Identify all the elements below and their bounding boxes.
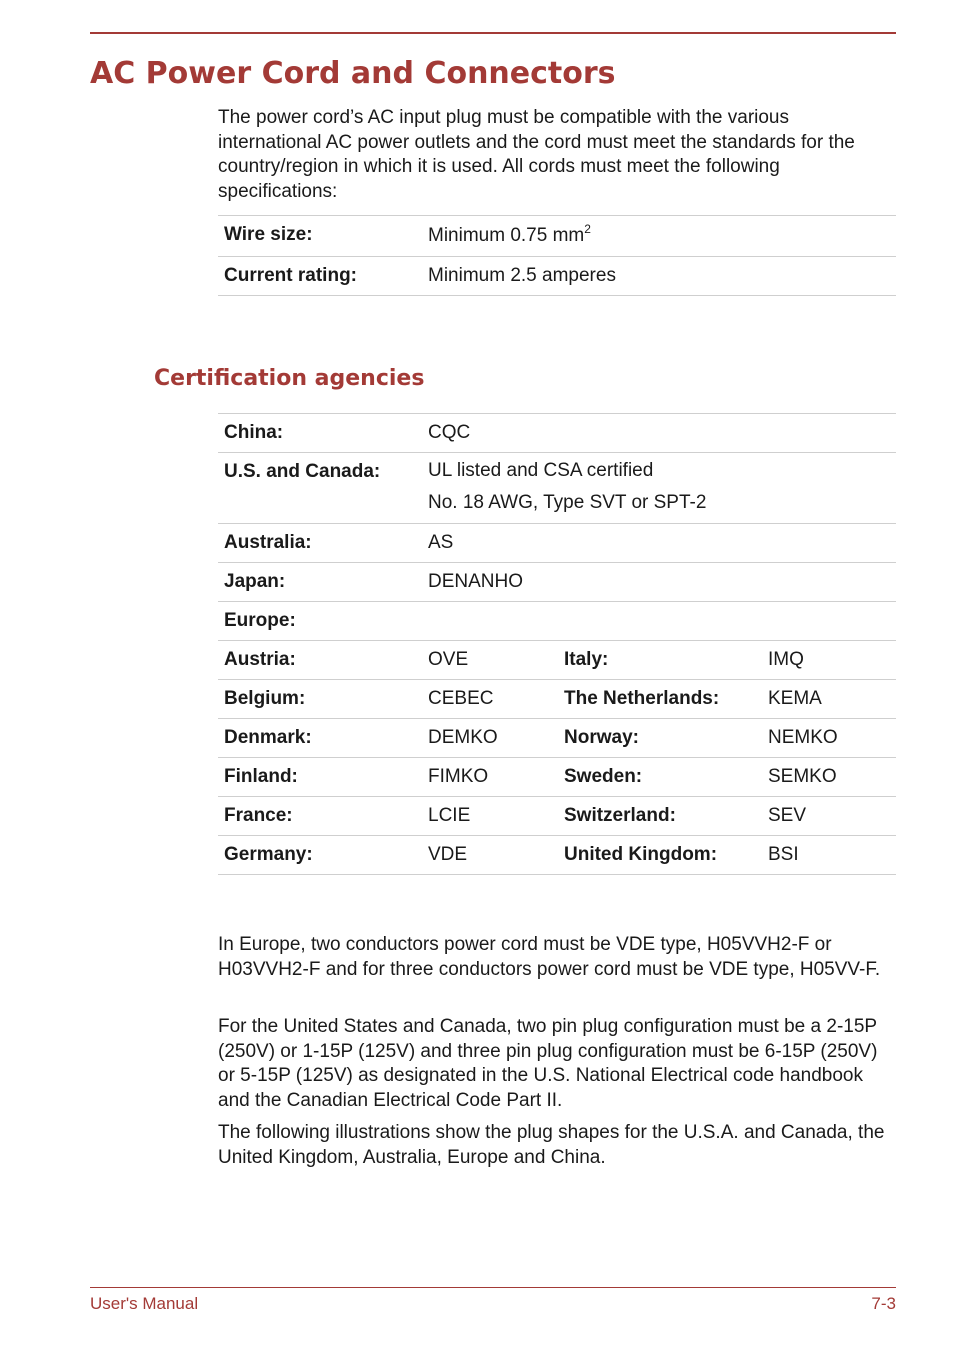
- table-row: [218, 216, 896, 257]
- agency-value: OVE: [422, 641, 558, 680]
- table-row: [218, 453, 896, 524]
- country-label: Finland:: [218, 758, 422, 797]
- table-row: [218, 414, 896, 453]
- spec-label: Current rating:: [218, 257, 422, 296]
- country-label: Switzerland:: [558, 797, 762, 836]
- agency-value: BSI: [762, 836, 896, 875]
- agency-value: DEMKO: [422, 719, 558, 758]
- wire-size-value: Minimum 0.75 mm: [428, 225, 585, 246]
- country-label: France:: [218, 797, 422, 836]
- agency-value: LCIE: [422, 797, 558, 836]
- country-label: Denmark:: [218, 719, 422, 758]
- country-label: Europe:: [218, 602, 896, 641]
- table-row: [218, 836, 896, 875]
- country-label: Belgium:: [218, 680, 422, 719]
- agency-value: VDE: [422, 836, 558, 875]
- country-label: U.S. and Canada:: [218, 453, 422, 524]
- footer-manual-title: User's Manual: [90, 1294, 199, 1313]
- table-row: [218, 257, 896, 296]
- country-label: China:: [218, 414, 422, 453]
- table-row: [218, 563, 896, 602]
- agency-value: AS: [422, 524, 896, 563]
- table-row: [218, 797, 896, 836]
- specs-table: [218, 215, 896, 296]
- agency-value-line: UL listed and CSA certified: [428, 460, 654, 481]
- table-row: [218, 680, 896, 719]
- page-title: AC Power Cord and Connectors: [90, 56, 616, 91]
- agency-value-line: No. 18 AWG, Type SVT or SPT-2: [428, 492, 707, 513]
- country-label: Norway:: [558, 719, 762, 758]
- agency-value: IMQ: [762, 641, 896, 680]
- agency-value: KEMA: [762, 680, 896, 719]
- table-row: [218, 524, 896, 563]
- agency-value: FIMKO: [422, 758, 558, 797]
- table-row: [218, 758, 896, 797]
- spec-label: Wire size:: [218, 216, 422, 257]
- country-label: Austria:: [218, 641, 422, 680]
- country-label: United Kingdom:: [558, 836, 762, 875]
- superscript: 2: [584, 222, 591, 236]
- illustrations-paragraph: The following illustrations show the plug shapes for the U.S.A. and Canada, the United Kingdom, Australia, Europe and China.: [218, 1122, 885, 1168]
- agency-value: CQC: [422, 414, 896, 453]
- top-rule: [90, 32, 896, 34]
- page-number: 7-3: [871, 1294, 896, 1313]
- agencies-table: [218, 413, 896, 875]
- agency-value: DENANHO: [422, 563, 896, 602]
- intro-paragraph: The power cord’s AC input plug must be compatible with the various international AC power outlets and the cord must meet the standards for the country/region in which it is used. All cords must meet the following specifications:: [218, 107, 855, 202]
- spec-value: Minimum 2.5 amperes: [422, 257, 896, 296]
- agency-value: NEMKO: [762, 719, 896, 758]
- country-label: Sweden:: [558, 758, 762, 797]
- bottom-rule: [90, 1287, 896, 1288]
- europe-paragraph: In Europe, two conductors power cord must be VDE type, H05VVH2-F or H03VVH2-F and for three conductors power cord must be VDE type, H05VV-F.: [218, 934, 881, 980]
- agency-value: [422, 453, 896, 524]
- country-label: The Netherlands:: [558, 680, 762, 719]
- agency-value: CEBEC: [422, 680, 558, 719]
- country-label: Italy:: [558, 641, 762, 680]
- table-row: [218, 719, 896, 758]
- agency-value: SEV: [762, 797, 896, 836]
- country-label: Japan:: [218, 563, 422, 602]
- table-row: [218, 602, 896, 641]
- section-heading: Certification agencies: [154, 366, 425, 391]
- agency-value: SEMKO: [762, 758, 896, 797]
- country-label: Australia:: [218, 524, 422, 563]
- country-label: Germany:: [218, 836, 422, 875]
- spec-value: [422, 216, 896, 257]
- table-row: [218, 641, 896, 680]
- us-canada-paragraph: For the United States and Canada, two pin plug configuration must be a 2-15P (250V) or 1-15P (125V) and three pin plug configuration must be 6-15P (250V) or 5-15P (125V) as designated in the U.S. National Electrical code handbook and the Canadian Electrical Code Part II.: [218, 1016, 878, 1111]
